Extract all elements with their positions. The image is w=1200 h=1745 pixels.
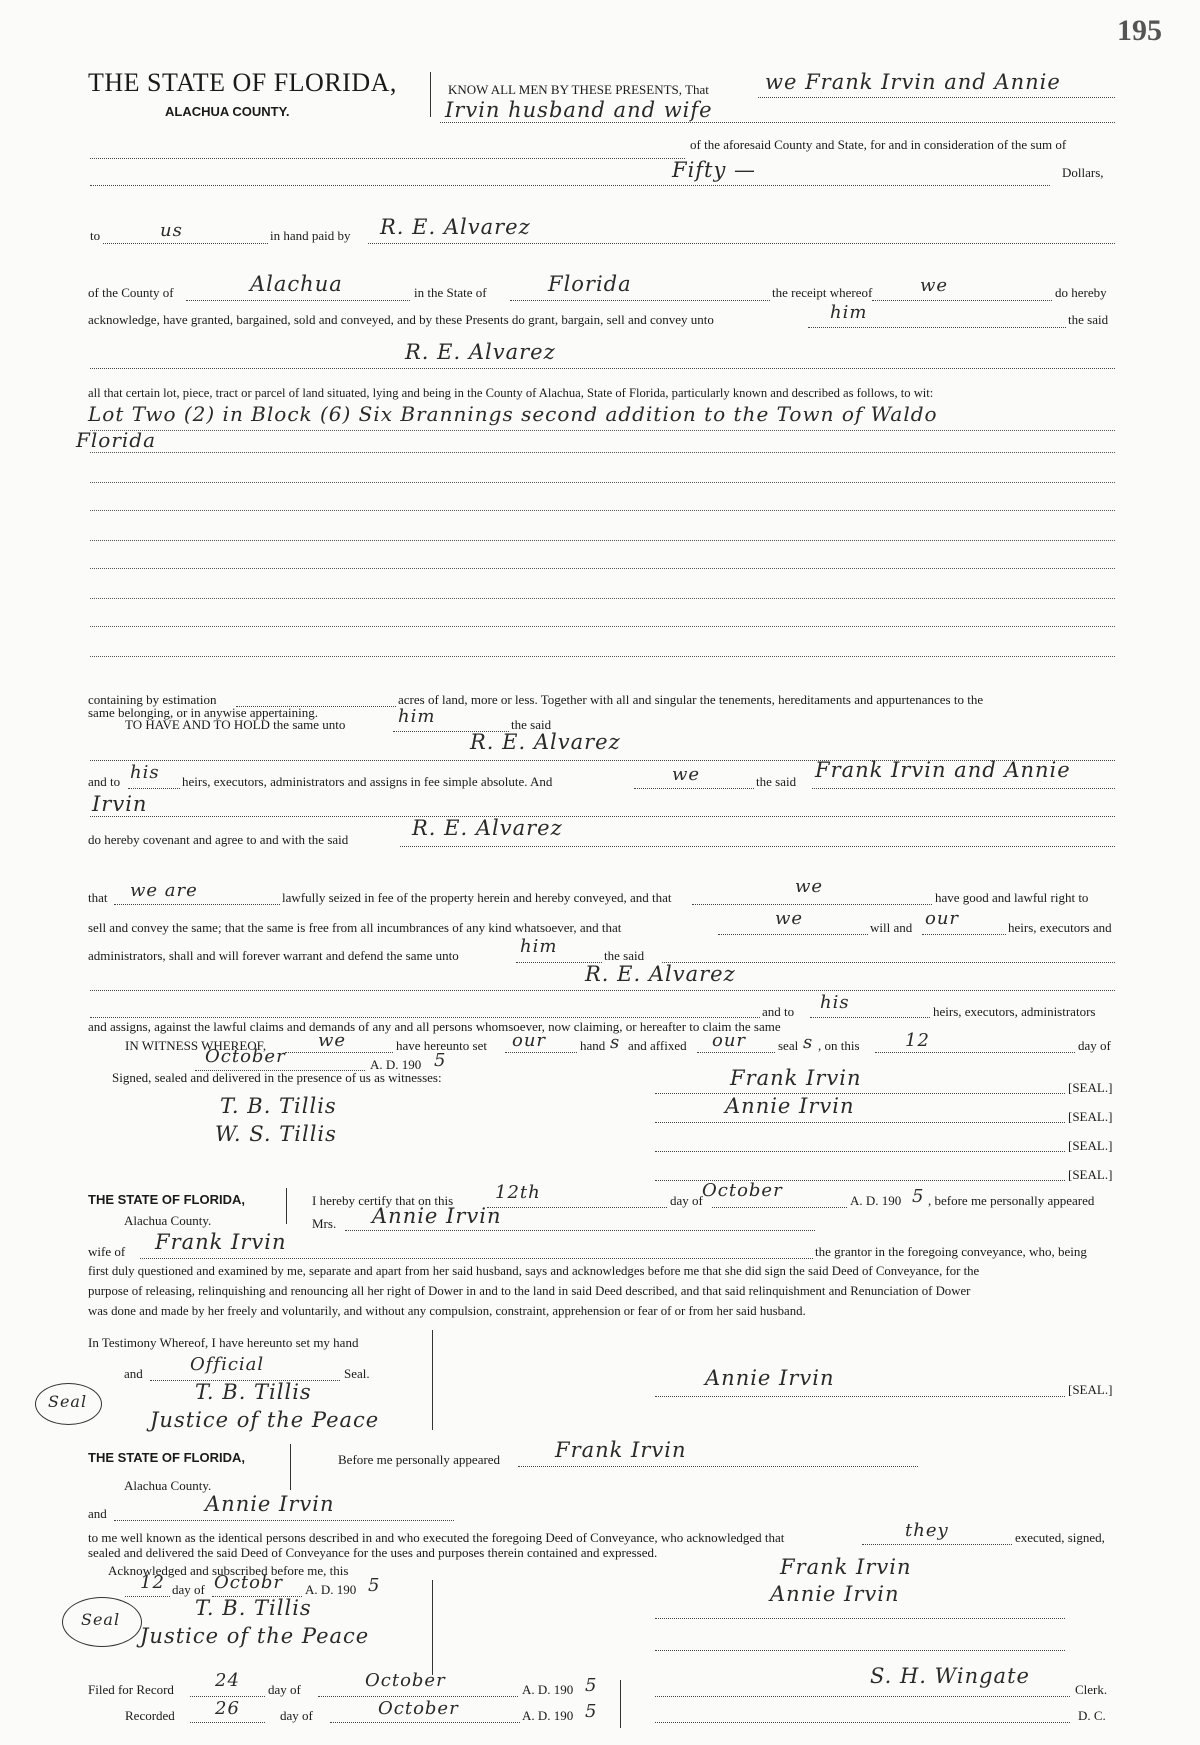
hand-paid-text: in hand paid by [270, 228, 351, 243]
seal-label-3: [SEAL.] [1068, 1138, 1113, 1153]
testimony-brace [432, 1330, 433, 1430]
seal-word: Seal. [344, 1366, 370, 1381]
seized-text: lawfully seized in fee of the property herein and hereby conveyed, and that [282, 890, 672, 905]
covenant-grantee-line [400, 846, 1115, 847]
ack-line-2: sealed and delivered the said Deed of Conveyance for the uses and purposes therein contained and expressed. [88, 1545, 658, 1560]
covenant-we-2-line [718, 934, 868, 935]
witness-our-2-hw: our [712, 1030, 747, 1051]
covenant-we-line [692, 904, 932, 905]
have-set-text: have hereunto set [396, 1038, 487, 1053]
receipt-line [872, 300, 1052, 301]
hand-text: hand [580, 1038, 606, 1053]
habendum-grantors-hw-2: Irvin [92, 792, 148, 816]
dower-day-hw: 12th [495, 1182, 541, 1203]
rec-year-hw: 5 [585, 1701, 598, 1722]
of-county-text: of the County of [88, 285, 174, 300]
description-line2: Florida [76, 428, 156, 452]
header-brace [430, 72, 431, 117]
wife-of-text: wife of [88, 1244, 126, 1259]
will-and-text: will and [870, 920, 913, 935]
to-text: to [90, 228, 101, 243]
dower-title-hw: Justice of the Peace [150, 1408, 380, 1432]
desc-rule-6 [90, 568, 1115, 569]
ack-officer-hw: T. B. Tillis [195, 1596, 312, 1620]
rec-day-line [190, 1722, 265, 1723]
husband-hw: Frank Irvin [155, 1230, 287, 1254]
our-hw: our [925, 908, 960, 929]
dc-text: D. C. [1078, 1708, 1106, 1723]
witness2-hw: W. S. Tillis [215, 1122, 337, 1146]
filed-day-line [190, 1696, 265, 1697]
dower-para-3: was done and made by her freely and voluntarily, and without any compulsion, constraint, apprehension or fear of or from her said husband. [88, 1304, 806, 1318]
dower-year-hw: 5 [912, 1186, 925, 1207]
we-are-line [114, 904, 280, 905]
habendum-grantors-hw-1: Frank Irvin and Annie [815, 758, 1071, 782]
habendum-the-said: the said [511, 717, 552, 732]
his-line [128, 788, 180, 789]
ack-before-me: Before me personally appeared [338, 1452, 501, 1467]
unto-line [808, 327, 1066, 328]
ack-ad: A. D. 190 [305, 1582, 357, 1597]
admin-text: administrators, shall and will forever warrant and defend the same unto [88, 948, 459, 963]
county-hw: Alachua [250, 272, 343, 296]
ack-seal-stamp [62, 1597, 142, 1647]
grantors-hw-1: we Frank Irvin and Annie [765, 70, 1061, 94]
covenant-grantee-hw: R. E. Alvarez [412, 816, 563, 840]
we-are-hw: we are [130, 880, 198, 901]
witness-our-hw: our [512, 1030, 547, 1051]
sell-text: sell and convey the same; that the same is free from all incumbrances of any kind whatsoever, and that [88, 920, 622, 935]
signer1-hw: Frank Irvin [730, 1066, 862, 1090]
that-text: that [88, 890, 108, 905]
habendum-grantee-hw: R. E. Alvarez [470, 730, 621, 754]
the-said-text: the said [1068, 312, 1109, 327]
dower-day-of: day of [670, 1193, 703, 1208]
witness-month-hw: October [205, 1046, 286, 1067]
desc-rule-1 [90, 430, 1115, 431]
and-to-text: and to [88, 774, 121, 789]
grantee-hw: R. E. Alvarez [405, 340, 556, 364]
witness-day-hw: 12 [905, 1030, 930, 1051]
payer-line [368, 243, 1115, 244]
desc-rule-3 [90, 482, 1115, 483]
rec-ad: A. D. 190 [522, 1708, 574, 1723]
header-county: ALACHUA COUNTY. [165, 104, 290, 119]
unto-hw: him [830, 302, 868, 323]
state-line [510, 300, 770, 301]
description-line1: Lot Two (2) in Block (6) Six Brannings second addition to the Town of Waldo [88, 402, 938, 426]
witness-ad-text: A. D. 190 [370, 1057, 422, 1072]
dower-signer-hw: Annie Irvin [705, 1366, 835, 1390]
witness-our-2-line [697, 1052, 775, 1053]
containing-text-c: same belonging, or in anywise appertaining. [88, 705, 318, 720]
and-to-2-pre-line [90, 1017, 760, 1018]
page-number: 195 [1117, 14, 1162, 47]
witness-text: IN WITNESS WHEREOF, [125, 1038, 267, 1053]
filed-ad: A. D. 190 [522, 1682, 574, 1697]
rec-day-hw: 26 [215, 1698, 240, 1719]
grantor-line-2 [440, 122, 1115, 123]
day-of-text: day of [1078, 1038, 1111, 1053]
desc-rule-4 [90, 510, 1115, 511]
acknowledge-text: acknowledge, have granted, bargained, sold and conveyed, and by these Presents do grant, bargain, sell and convey unto [88, 312, 714, 327]
ack-name2-line [114, 1520, 454, 1521]
habendum-unto-hw: him [398, 706, 436, 727]
dower-state: THE STATE OF FLORIDA, [88, 1192, 245, 1207]
covenant-grantee-2-line-b [90, 990, 1115, 991]
seal-line-3 [655, 1151, 1065, 1152]
dower-day-line [487, 1207, 667, 1208]
ack-sig-brace [432, 1580, 433, 1675]
and-we-hw: we [672, 764, 701, 785]
dower-brace [286, 1188, 287, 1224]
ack-name1-line [518, 1466, 918, 1467]
ack-county: Alachua County. [124, 1478, 212, 1493]
payer-hw: R. E. Alvarez [380, 215, 531, 239]
ack-seal-stamp-text: Seal [81, 1610, 121, 1629]
desc-rule-7 [90, 598, 1115, 599]
heirs-text-2: heirs, executors, administrators [933, 1004, 1096, 1019]
in-state-text: in the State of [414, 285, 487, 300]
covenant-we-2-hw: we [775, 908, 804, 929]
mrs-line [345, 1230, 815, 1231]
clerk-hw: S. H. Wingate [870, 1664, 1030, 1688]
ack-day-of: day of [172, 1582, 205, 1597]
grantor-text: the grantor in the foregoing conveyance, who, being [815, 1244, 1087, 1259]
clerk-line [655, 1696, 1070, 1697]
recorded-text: Recorded [125, 1708, 175, 1723]
header-state: THE STATE OF FLORIDA, [88, 68, 397, 97]
filed-month-line [318, 1696, 518, 1697]
filed-day-hw: 24 [215, 1670, 240, 1691]
dower-officer-hw: T. B. Tillis [195, 1380, 312, 1404]
heirs-text: heirs, executors, administrators and assigns in fee simple absolute. And [182, 774, 553, 789]
subscribed-text: Acknowledged and subscribed before me, this [108, 1563, 349, 1578]
aforesaid-text: of the aforesaid County and State, for and in consideration of the sum of [690, 137, 1067, 152]
receipt-hw: we [920, 275, 949, 296]
receipt-text: the receipt whereof [772, 285, 873, 300]
filing-brace [620, 1680, 621, 1728]
his-2-line [810, 1017, 930, 1018]
habendum-grantors-line-2 [90, 816, 1115, 817]
signed-sealed-text: Signed, sealed and delivered in the presence of us as witnesses: [112, 1070, 442, 1085]
dower-month-hw: October [702, 1180, 783, 1201]
ack-day-hw: 12 [140, 1572, 165, 1593]
grantor-line [758, 97, 1115, 98]
witness-year-hw: 5 [434, 1050, 447, 1071]
desc-rule-8 [90, 626, 1115, 627]
county-line [186, 300, 410, 301]
ack-signer1-hw: Frank Irvin [780, 1555, 912, 1579]
ack-sig-line-2 [655, 1650, 1065, 1651]
containing-text-a: containing by estimation [88, 692, 217, 707]
seal-label-2: [SEAL.] [1068, 1109, 1113, 1124]
dower-seal-stamp [35, 1383, 102, 1425]
his-2-hw: his [820, 992, 850, 1013]
covenant-we-hw: we [795, 876, 824, 897]
ack-day-line [125, 1596, 170, 1597]
dower-ad: A. D. 190 [850, 1193, 902, 1208]
covenant-the-said: the said [604, 948, 645, 963]
witness-we-hw: we [318, 1030, 347, 1051]
seal-line-2 [655, 1122, 1065, 1123]
grantors-hw-2: Irvin husband and wife [445, 98, 713, 122]
dower-seal-line [655, 1396, 1065, 1397]
covenant-text: do hereby covenant and agree to and with the said [88, 832, 349, 847]
seal-label-4: [SEAL.] [1068, 1167, 1113, 1182]
containing-text-b: acres of land, more or less. Together with all and singular the tenements, hereditaments and appurtenances to the [398, 692, 984, 707]
rec-month-line [330, 1722, 520, 1723]
consideration-line-a [90, 158, 685, 159]
witness-we-line [285, 1052, 393, 1053]
executed-text: executed, signed, [1015, 1530, 1105, 1545]
amount-line [90, 185, 1050, 186]
seal-s-hw: s [803, 1032, 814, 1053]
mrs-text: Mrs. [312, 1216, 337, 1231]
seal-text: seal [778, 1038, 799, 1053]
heirs-exec-text: heirs, executors and [1008, 920, 1112, 935]
filed-year-hw: 5 [585, 1675, 598, 1696]
they-hw: they [905, 1520, 949, 1541]
ack-year-hw: 5 [368, 1575, 381, 1596]
witness1-hw: T. B. Tillis [220, 1094, 337, 1118]
to-have-text: TO HAVE AND TO HOLD the same unto [125, 717, 346, 732]
do-hereby-text: do hereby [1055, 285, 1107, 300]
the-said-2-text: the said [756, 774, 797, 789]
description-intro: all that certain lot, piece, tract or parcel of land situated, lying and being in the County of Alachua, State of Florida, particularly known and described as follows, to wit: [88, 386, 934, 400]
ack-name1-hw: Frank Irvin [555, 1438, 687, 1462]
dollars-text: Dollars, [1062, 165, 1104, 180]
dower-para-1: first duly questioned and examined by me, separate and apart from her said husband, says and acknowledges before me that she did sign the said Deed of Conveyance, for the [88, 1264, 980, 1278]
affixed-text: and affixed [628, 1038, 687, 1053]
desc-rule-5 [90, 540, 1115, 541]
grantee-line [90, 368, 1115, 369]
hand-s-hw: s [610, 1032, 621, 1053]
assigns-text: and assigns, against the lawful claims and demands of any and all persons whomsoever, now claiming, or hereafter to claim the same [88, 1019, 781, 1034]
rec-day-of: day of [280, 1708, 313, 1723]
ack-brace [290, 1444, 291, 1490]
amount-hw: Fifty — [672, 158, 757, 182]
and-to-2-text: and to [762, 1004, 795, 1019]
ack-signer2-hw: Annie Irvin [770, 1582, 900, 1606]
right-text: have good and lawful right to [935, 890, 1089, 905]
ack-state: THE STATE OF FLORIDA, [88, 1450, 245, 1465]
before-me-text: , before me personally appeared [928, 1193, 1095, 1208]
certify-text: I hereby certify that on this [312, 1193, 454, 1208]
dower-para-2: purpose of releasing, relinquishing and renouncing all her right of Dower in and to the land in said Deed described, and that said relinquishment and Renunciation of Dower [88, 1284, 971, 1298]
ack-name2-hw: Annie Irvin [205, 1492, 335, 1516]
official-hw: Official [190, 1354, 265, 1375]
dower-seal-stamp-text: Seal [48, 1392, 88, 1411]
dower-and: and [124, 1366, 143, 1381]
state-hw: Florida [548, 272, 632, 296]
ack-sig-line-1 [655, 1618, 1065, 1619]
seal-line-1 [655, 1093, 1065, 1094]
filed-day-of: day of [268, 1682, 301, 1697]
our-line [922, 934, 1006, 935]
witness-our-line [505, 1052, 577, 1053]
warrant-him-hw: him [520, 936, 558, 957]
rec-month-hw: October [378, 1698, 459, 1719]
his-hw: his [130, 762, 160, 783]
seal-label-1: [SEAL.] [1068, 1080, 1113, 1095]
desc-rule-9 [90, 656, 1115, 657]
husband-line [140, 1258, 813, 1259]
dower-seal-label: [SEAL.] [1068, 1382, 1113, 1397]
dower-month-line [712, 1207, 847, 1208]
mrs-hw: Annie Irvin [372, 1204, 502, 1228]
ack-title-hw: Justice of the Peace [140, 1624, 370, 1648]
witness-day-line [875, 1052, 1075, 1053]
they-line [862, 1544, 1012, 1545]
ack-month-hw: Octobr [214, 1572, 284, 1593]
testimony-text: In Testimony Whereof, I have hereunto set my hand [88, 1335, 359, 1350]
covenant-grantee-2-hw: R. E. Alvarez [585, 962, 736, 986]
to-line [103, 243, 268, 244]
habendum-grantors-line [812, 788, 1115, 789]
dc-line [655, 1722, 1070, 1723]
dower-county: Alachua County. [124, 1213, 212, 1228]
filed-month-hw: October [365, 1670, 446, 1691]
ack-and: and [88, 1506, 107, 1521]
filed-text: Filed for Record [88, 1682, 174, 1697]
signer2-hw: Annie Irvin [725, 1094, 855, 1118]
on-this-text: , on this [818, 1038, 860, 1053]
and-we-line [634, 788, 754, 789]
ack-line-1: to me well known as the identical persons described in and who executed the foregoing Deed of Conveyance, who acknowledged that [88, 1530, 785, 1545]
to-hw: us [160, 220, 183, 241]
clerk-text: Clerk. [1075, 1682, 1108, 1697]
know-all-text: KNOW ALL MEN BY THESE PRESENTS, That [448, 82, 709, 97]
desc-rule-2 [90, 452, 1115, 453]
